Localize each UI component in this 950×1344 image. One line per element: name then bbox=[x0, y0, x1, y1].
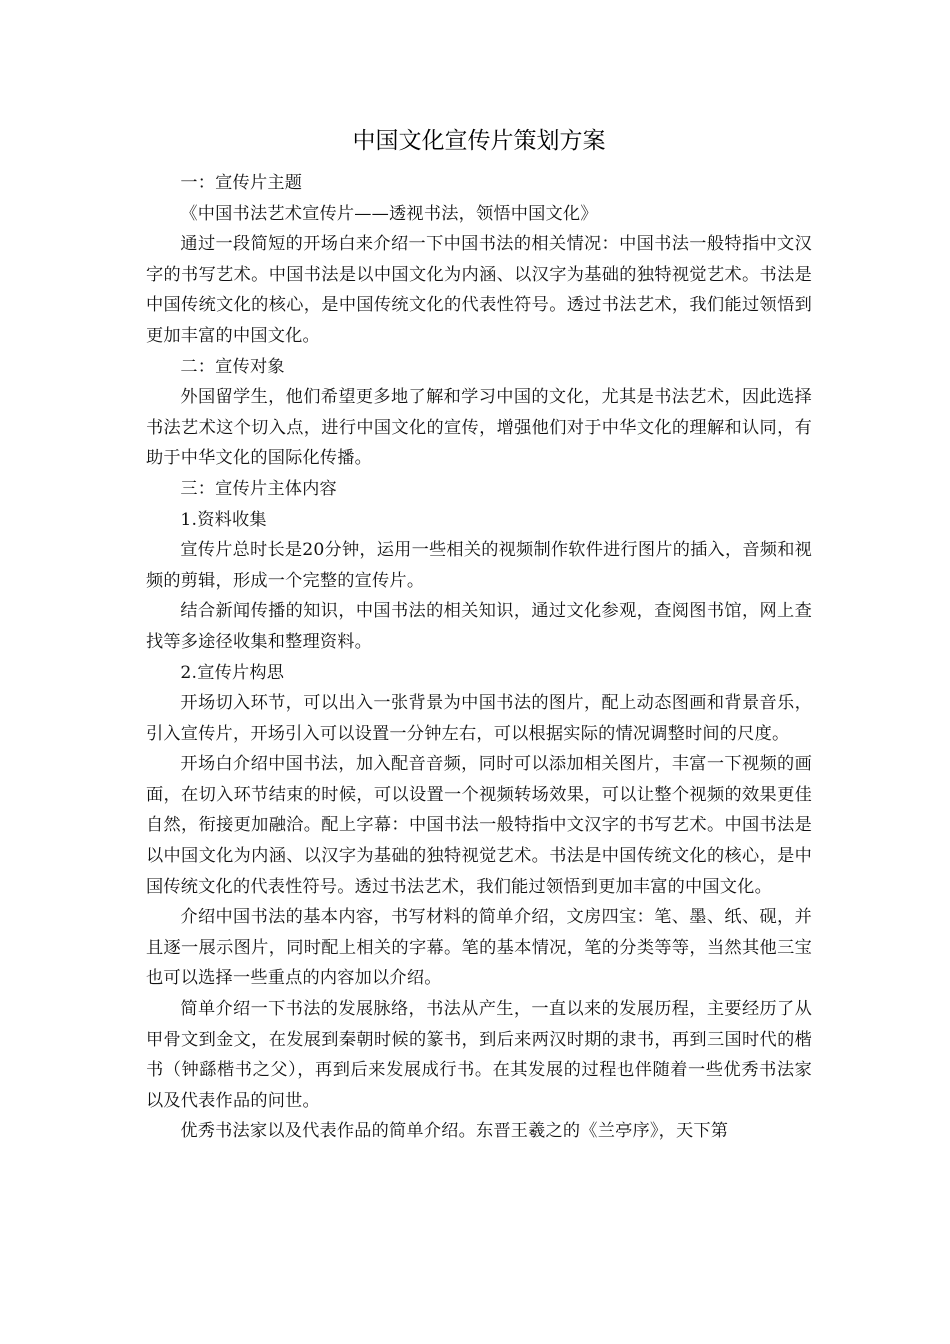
subheading-collection: 1.资料收集 bbox=[180, 509, 267, 530]
subheading-concept: 2.宣传片构思 bbox=[180, 662, 285, 683]
paragraph-audience: 外国留学生，他们希望更多地了解和学习中国的文化，尤其是书法艺术，因此选择书法艺术这个切入点，进行中国文化的宣传，增强他们对于中华文化的理解和认同，有助于中华文化的国际化传播。 bbox=[146, 387, 812, 469]
paragraph-opening: 开场切入环节，可以出入一张背景为中国书法的图片，配上动态图画和背景音乐，引入宣传片，开场引入可以设置一分钟左右，可以根据实际的情况调整时间的尺度。 bbox=[146, 693, 812, 744]
film-title-line: 《中国书法艺术宣传片——透视书法，领悟中国文化》 bbox=[180, 203, 598, 224]
section-heading-theme: 一：宣传片主题 bbox=[180, 173, 303, 193]
paragraph-duration: 宣传片总时长是20分钟，运用一些相关的视频制作软件进行图片的插入，音频和视频的剪辑，形成一个完整的宣传片。 bbox=[146, 540, 812, 591]
paragraph-four-treasures: 介绍中国书法的基本内容，书写材料的简单介绍，文房四宝：笔、墨、纸、砚，并且逐一展示图片，同时配上相关的字幕。笔的基本情况，笔的分类等等，当然其他三宝也可以选择一些重点的内容加以介绍。 bbox=[146, 907, 812, 989]
paragraph-calligraphers: 优秀书法家以及代表作品的简单介绍。东晋王羲之的《兰亭序》，天下第 bbox=[180, 1121, 729, 1142]
paragraph-opening-intro: 开场白介绍中国书法，加入配音音频，同时可以添加相关图片，丰富一下视频的画面，在切入环节结束的时候，可以设置一个视频转场效果，可以让整个视频的效果更佳自然，衔接更加融洽。配上字幕：中国书法一般特指中文汉字的书写艺术。中国书法是以中国文化为内涵、以汉字为基础的独特视觉艺术。书法是中国传统文化的核心，是中国传统文化的代表性符号。透过书法艺术，我们能过领悟到更加丰富的中国文化。 bbox=[146, 754, 812, 897]
document-page bbox=[146, 120, 812, 1147]
paragraph-intro: 通过一段简短的开场白来介绍一下中国书法的相关情况：中国书法一般特指中文汉字的书写艺术。中国书法是以中国文化为内涵、以汉字为基础的独特视觉艺术。书法是中国传统文化的核心，是中国传统文化的代表性符号。透过书法艺术，我们能过领悟到更加丰富的中国文化。 bbox=[146, 234, 812, 346]
paragraph-sources: 结合新闻传播的知识，中国书法的相关知识，通过文化参观，查阅图书馆，网上查找等多途径收集和整理资料。 bbox=[146, 601, 812, 652]
section-heading-audience: 二：宣传对象 bbox=[180, 356, 285, 377]
document-title: 中国文化宣传片策划方案 bbox=[352, 128, 606, 154]
paragraph-development: 简单介绍一下书法的发展脉络，书法从产生，一直以来的发展历程，主要经历了从甲骨文到金文，在发展到秦朝时候的篆书，到后来两汉时期的隶书，再到三国时代的楷书（钟繇楷书之父），再到后来发展成行书。在其发展的过程也伴随着一些优秀书法家以及代表作品的问世。 bbox=[146, 999, 812, 1111]
section-heading-content: 三：宣传片主体内容 bbox=[180, 478, 337, 499]
